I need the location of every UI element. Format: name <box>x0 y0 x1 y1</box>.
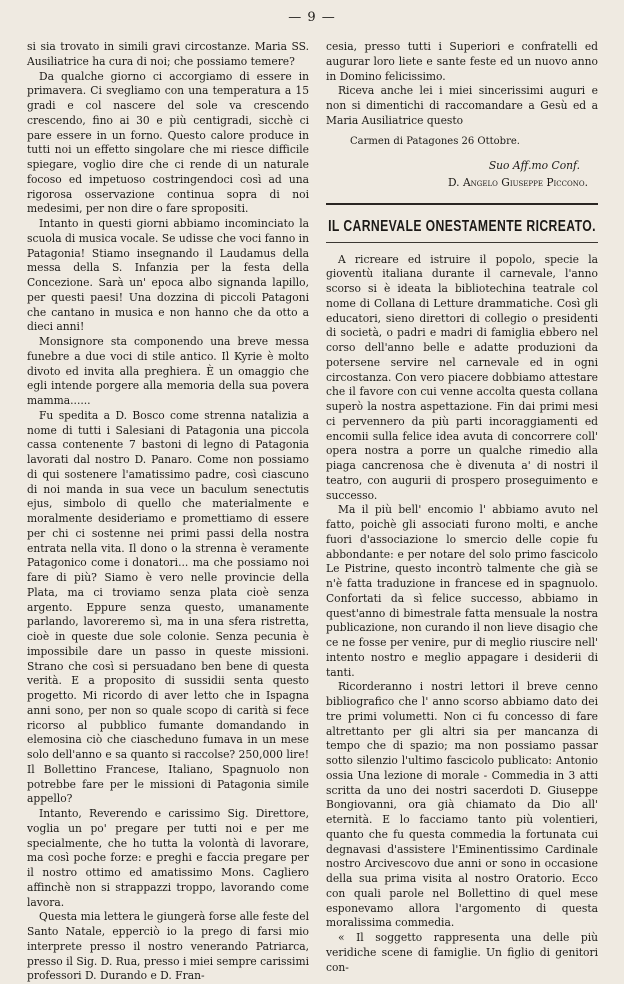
letter-date: Carmen di Patagones 26 Ottobre. <box>350 135 520 147</box>
right-column <box>326 40 598 975</box>
signature-salutation: Suo Aff.mo Conf. <box>488 159 580 173</box>
paragraph: Monsignore sta componendo una breve messa funebre a due voci di stile antico. Il Kyrie è molto divoto ed invita alla preghiera. È un omaggio che egli intende porgere alla memoria della sua povera mamma...... <box>27 335 309 407</box>
page-number: — 9 — <box>288 10 336 25</box>
paragraph: Questa mia lettera le giungerà forse alle feste del Santo Natale, epperciò io la prego di farsi mio interprete presso il nostro venerando Patriarca, presso il Sig. D. Rua, presso i miei sempre carissimi professori D. Durando e D. Fran- <box>27 910 309 983</box>
paragraph: « Il soggetto rappresenta una delle più veridiche scene di famiglie. Un figlio di genitori con- <box>326 931 598 974</box>
paragraph: Intanto, Reverendo e carissimo Sig. Direttore, voglia un po' pregare per tutti noi e per me specialmente, che ho tutta la volontà di lavorare, ma così poche forze: e preghi e faccia pregare per il nostro ottimo ed amatissimo Mons. Cagliero affinchè non si strappazzi troppo, lavorando come lavora. <box>27 807 309 909</box>
paragraph: A ricreare ed istruire il popolo, specie la gioventù italiana durante il carnevale, l'anno scorso si è ideata la bibliotechina teatrale col nome di Collana di Letture drammatiche. Così gli educatori, sieno direttori di collegio o presidenti di società, o padri e madri di famiglia ebbero nel corso dell'anno belle e adatte produzioni da potersene servire nel carnevale ed in ogni circostanza. Con vero piacere dobbiamo attestare che il favore con cui venne accolta questa collana superò la nostra aspettazione. Fin dai primi mesi ci pervennero da più parti incoraggiamenti ed encomii sulla felice idea avuta di concorrere coll' opera nostra a porre un qualche rimedio alla piaga cancrenosa che è divenuta a' di nostri il teatro, con augurii di prospero proseguimento e successo. <box>326 252 598 502</box>
article-title: IL CARNEVALE ONESTAMENTE RICREATO. <box>328 216 596 235</box>
paragraph: Fu spedita a D. Bosco come strenna natalizia a nome di tutti i Salesiani di Patagonia una piccola cassa contenente 7 bastoni di legno di Patagonia lavorati dal nostro D. Panaro. Come non possiamo di qui sostenere l'amatissimo padre, così ciascuno di noi manda in sua vece un baculum senectutis ejus, simbolo di quello che materialmente e moralmente desideriamo e promettiamo di essere per chi ci sostenne nei primi passi della nostra entrata nella vita. Il dono o la strenna è veramente Patagonico come i donatori... ma che possiamo noi fare di più? Siamo è vero nelle provincie della Plata, ma ci troviamo senza plata cioè senza argento. Eppure senza questo, umanamente parlando, lavoreremo sì, ma in una sfera ristretta, cioè in queste due sole colonie. Senza pecunia è impossibile dare un passo in queste missioni. Strano che così si persuadano ben bene di questa verità. E a proposito di sussidii senta questo progetto. Mi ricordo di aver letto che in Ispagna anni sono, per non so quale scopo di carità si fece ricorso al pubblico fumante domandando in elemosina ciò che ciascheduno fumava in un mese solo dell'anno e sa quanto si raccolse? 250,000 lire! Il Bollettino Francese, Italiano, Spagnuolo non potrebbe fare per le missioni di Patagonia simile appello? <box>27 408 309 806</box>
paragraph: Riceva anche lei i miei sincerissimi auguri e non si dimentichi di raccomandare a Gesù ed a Maria Ausiliatrice questo <box>326 84 598 127</box>
section-rule-top <box>326 203 598 205</box>
paragraph: cesia, presso tutti i Superiori e confratelli ed augurar loro liete e sante feste ed un nuovo anno in Domino felicissimo. <box>326 40 598 83</box>
paragraph: si sia trovato in simili gravi circostanze. Maria SS. Ausiliatrice ha cura di noi; che possiamo temere? <box>27 40 309 68</box>
section-rule-bottom <box>326 242 598 243</box>
signature-name: D. Angelo Giuseppe Piccono. <box>447 176 588 189</box>
paragraph: Intanto in questi giorni abbiamo incominciato la scuola di musica vocale. Se udisse che voci fanno in Patagonia! Stiamo insegnando il Laudamus della messa della S. Infanzia per la festa della Concezione. Sarà un' epoca albo signanda lapillo, per questi paesi! Una dozzina di piccoli Patagoni che cantano in musica e non hanno che da otto a dieci anni! <box>27 217 309 334</box>
paragraph: Ricorderanno i nostri lettori il breve cenno bibliografico che l' anno scorso abbiamo dato dei tre primi volumetti. Non ci fu concesso di fare altrettanto per gli altri sia per mancanza di tempo che di spazio; ma non possiamo passar sotto silenzio l'ultimo fascicolo publicato: Antonio ossia Una lezione di morale - Commedia in 3 atti scritta da uno dei nostri sacerdoti D. Giuseppe Bongiovanni, ora già chiamato da Dio all' eternità. E lo facciamo tanto più volentieri, quanto che fu questa commedia la fortunata cui degnavasi d'assistere l'Eminentissimo Cardinale nostro Arcivescovo due anni or sono in occasione della sua prima visita al nostro Oratorio. Ecco con quali parole nel Bollettino di quel mese esponevamo allora l'argomento di questa moralissima commedia. <box>326 680 598 930</box>
paragraph: Da qualche giorno ci accorgiamo di essere in primavera. Ci svegliamo con una temperatura a 15 gradi e col nascere del sole va crescendo crescendo, fino ai 30 e più centigradi, sicchè ci pare essere in un forno. Questo calore produce in tutti noi un effetto singolare che mi riesce difficile spiegare, voglio dire che ci rende di un naturale focoso ed impetuoso costringendoci così ad una rigorosa osservazione continua sopra di noi medesimi, per non dire o fare spropositi. <box>27 69 309 216</box>
left-column <box>27 40 309 984</box>
paragraph: Ma il più bell' encomio l' abbiamo avuto nel fatto, poichè gli associati furono molti, e anche fuori d'associazione lo smercio delle copie fu abbondante: e per notare del solo primo fascicolo Le Pistrine, questo incontrò talmente che già se n'è fatta traduzione in francese ed in spagnuolo. Confortati da sì felice successo, abbiamo in quest'anno di bimestrale fatta mensuale la nostra publicazione, non curando il non lieve disagio che ce ne fosse per venire, pur di meglio riuscire nell' intento nostro e meglio appagare i desiderii di tanti. <box>326 503 598 679</box>
